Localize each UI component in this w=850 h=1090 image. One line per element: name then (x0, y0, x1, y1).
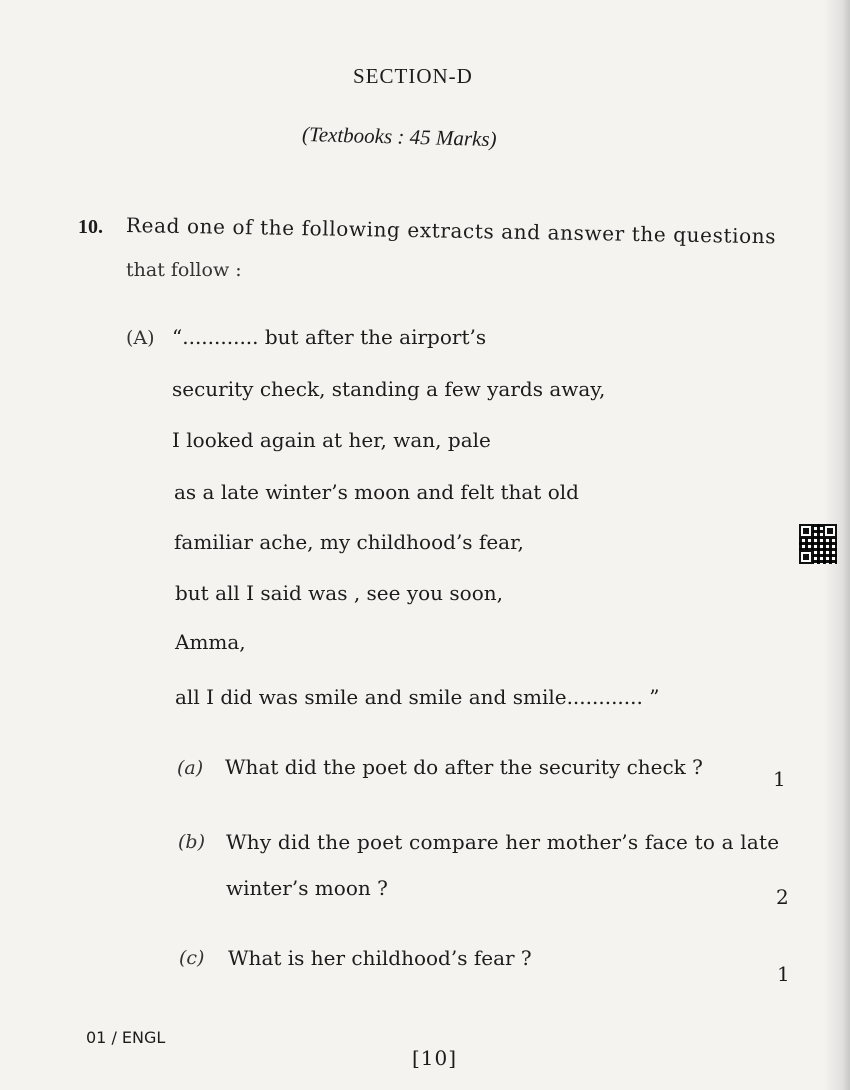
subquestion-marks: 2 (776, 885, 789, 909)
question-intro-line2: that follow : (126, 259, 242, 281)
poem-line: familiar ache, my childhood’s fear, (174, 530, 524, 554)
section-title: SECTION-D (353, 64, 473, 88)
subquestion-label: (c) (179, 947, 205, 969)
subquestion-text-cont: winter’s moon ? (226, 876, 388, 900)
qr-code-icon (799, 524, 837, 564)
option-label: (A) (126, 327, 155, 349)
poem-line: Amma, (175, 630, 246, 654)
subquestion-label: (b) (178, 831, 205, 853)
subquestion-text: What did the poet do after the security check ? (225, 755, 703, 779)
poem-line: as a late winter’s moon and felt that old (174, 480, 579, 504)
subquestion-text: What is her childhood’s fear ? (228, 946, 532, 970)
poem-line: all I did was smile and smile and smile............ ” (175, 685, 660, 709)
question-intro-line1: Read one of the following extracts and answer the questions (125, 213, 777, 249)
poem-line: but all I said was , see you soon, (175, 581, 503, 605)
poem-line: I looked again at her, wan, pale (172, 428, 491, 452)
poem-line: “............ but after the airport’s (172, 325, 487, 349)
subquestion-marks: 1 (773, 767, 786, 791)
paper-code: 01 / ENGL (86, 1028, 166, 1047)
poem-line: security check, standing a few yards away, (172, 377, 606, 401)
subquestion-text: Why did the poet compare her mother’s face to a late (226, 830, 780, 854)
section-marks: (Textbooks : 45 Marks) (301, 122, 497, 152)
subquestion-marks: 1 (777, 962, 790, 986)
question-number: 10. (78, 216, 103, 238)
page-number: [10] (412, 1046, 458, 1070)
subquestion-label: (a) (177, 757, 204, 779)
